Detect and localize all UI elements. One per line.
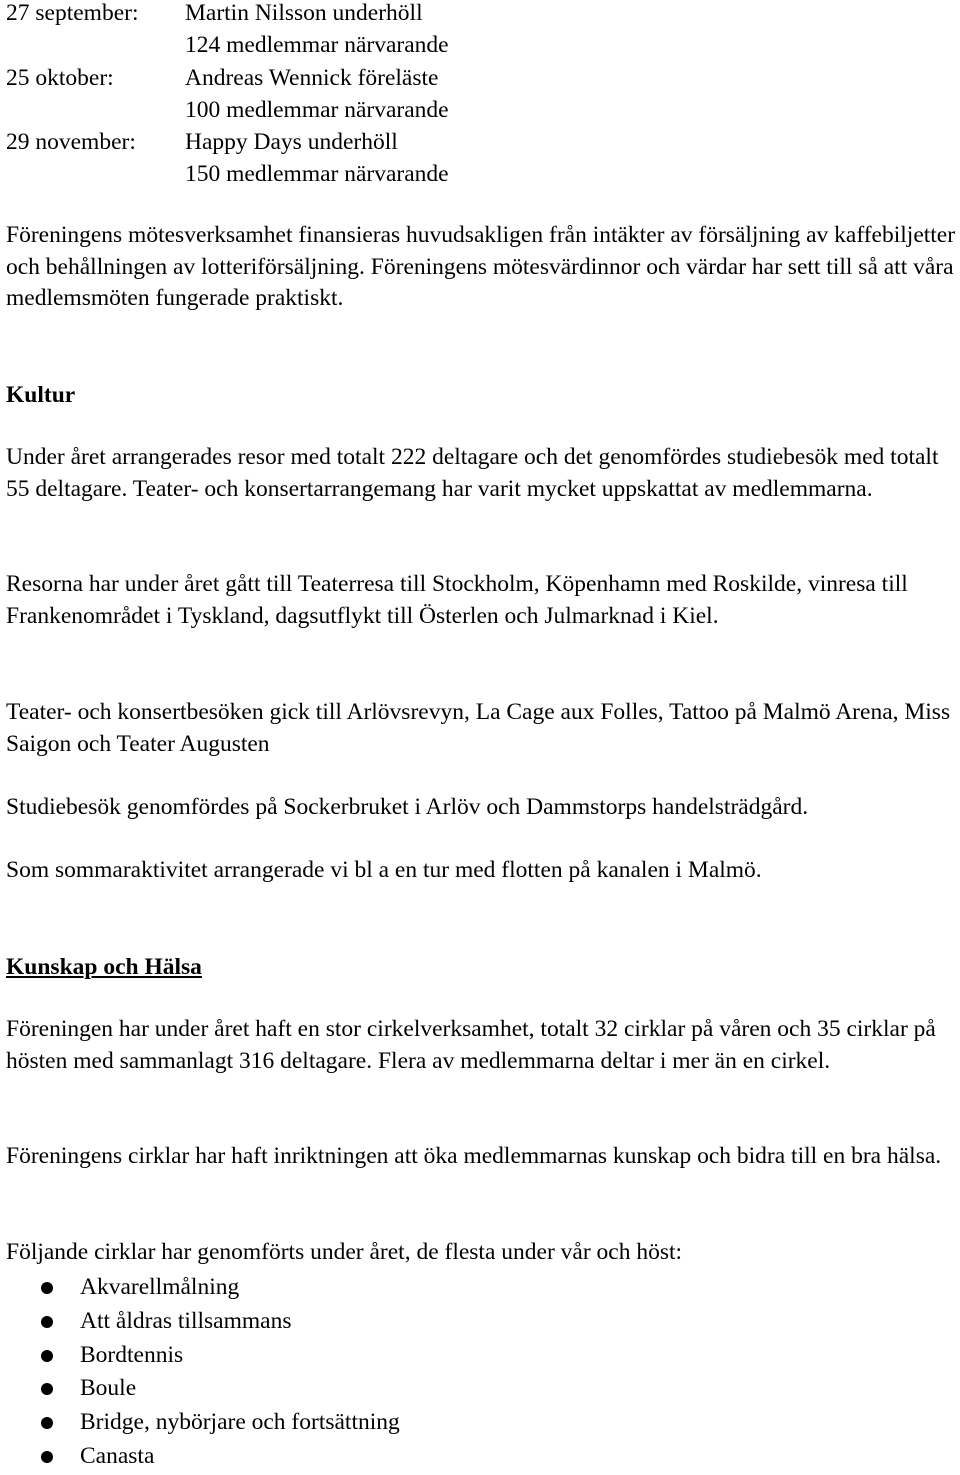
bullet-icon xyxy=(41,1451,53,1463)
meeting-financing-paragraph: Föreningens mötesverksamhet finansieras huvudsakligen från intäkter av försäljning av kaffebiljetter och behållningen av lotteriförsäljning. Föreningens mötesvärdinnor och värdar har sett till så att våra medlemsmöten fungerade praktiskt. xyxy=(6,222,956,311)
meeting-date: 27 september: xyxy=(6,0,139,26)
list-item-label: Boule xyxy=(80,1375,137,1402)
list-item-label: Bordtennis xyxy=(80,1341,184,1368)
list-item xyxy=(6,1373,956,1407)
kultur-paragraph: Studiebesök genomfördes på Sockerbruket i Arlöv och Dammstorps handelsträdgård. xyxy=(6,794,809,820)
meeting-event: Happy Days underhöll xyxy=(185,129,398,156)
meeting-date: 29 november: xyxy=(6,129,136,156)
meeting-attendance-row xyxy=(6,161,956,193)
section-heading-kunskap-och-halsa: Kunskap och Hälsa xyxy=(6,954,202,980)
meeting-attendance: 124 medlemmar närvarande xyxy=(185,32,449,59)
kunskap-paragraph: Föreningens cirklar har haft inriktningen att öka medlemmarnas kunskap och bidra till en bra hälsa. xyxy=(6,1143,942,1169)
meeting-attendance: 100 medlemmar närvarande xyxy=(185,96,449,123)
kunskap-paragraph: Följande cirklar har genomförts under året, de flesta under vår och höst: xyxy=(6,1239,683,1265)
kultur-paragraph: Som sommaraktivitet arrangerade vi bl a en tur med flotten på kanalen i Malmö. xyxy=(6,857,762,883)
section-heading-kultur: Kultur xyxy=(6,382,76,408)
list-item xyxy=(6,1340,956,1374)
meeting-event: Andreas Wennick föreläste xyxy=(185,64,439,91)
meeting-event: Martin Nilsson underhöll xyxy=(185,0,423,26)
meeting-schedule xyxy=(6,0,956,194)
meeting-row xyxy=(6,65,956,97)
list-item-label: Akvarellmålning xyxy=(80,1274,240,1300)
kunskap-paragraph: Föreningen har under året haft en stor cirkelverksamhet, totalt 32 cirklar på våren och 35 cirklar på hösten med sammanlagt 316 deltagare. Flera av medlemmarna deltar i mer än en cirkel. xyxy=(6,1016,936,1074)
kultur-paragraph: Resorna har under året gått till Teaterresa till Stockholm, Köpenhamn med Roskilde, vinresa till Frankenområdet i Tyskland, dagsutflykt till Österlen och Julmarknad i Kiel. xyxy=(6,571,908,629)
bullet-icon xyxy=(41,1282,53,1294)
meeting-row xyxy=(6,129,956,161)
meeting-date: 25 oktober: xyxy=(6,64,114,91)
circle-list xyxy=(6,1272,956,1475)
kultur-paragraph: Teater- och konsertbesöken gick till Arlövsrevyn, La Cage aux Folles, Tattoo på Malmö Arena, Miss Saigon och Teater Augusten xyxy=(6,699,951,757)
bullet-icon xyxy=(41,1383,53,1395)
meeting-attendance-row xyxy=(6,32,956,64)
list-item-label: Canasta xyxy=(80,1442,155,1469)
list-item-label: Bridge, nybörjare och fortsättning xyxy=(80,1409,400,1436)
list-item-label: Att åldras tillsammans xyxy=(80,1307,292,1334)
meeting-row xyxy=(6,0,956,32)
list-item xyxy=(6,1441,956,1475)
list-item xyxy=(6,1306,956,1340)
bullet-icon xyxy=(41,1417,53,1429)
meeting-attendance-row xyxy=(6,97,956,129)
kultur-paragraph: Under året arrangerades resor med totalt 222 deltagare och det genomfördes studiebesök med totalt 55 deltagare. Teater- och konsertarrangemang har varit mycket uppskattat av medlemmarna. xyxy=(6,444,939,502)
list-item xyxy=(6,1272,956,1306)
list-item xyxy=(6,1407,956,1441)
bullet-icon xyxy=(41,1350,53,1362)
bullet-icon xyxy=(41,1316,53,1328)
meeting-attendance: 150 medlemmar närvarande xyxy=(185,161,449,188)
